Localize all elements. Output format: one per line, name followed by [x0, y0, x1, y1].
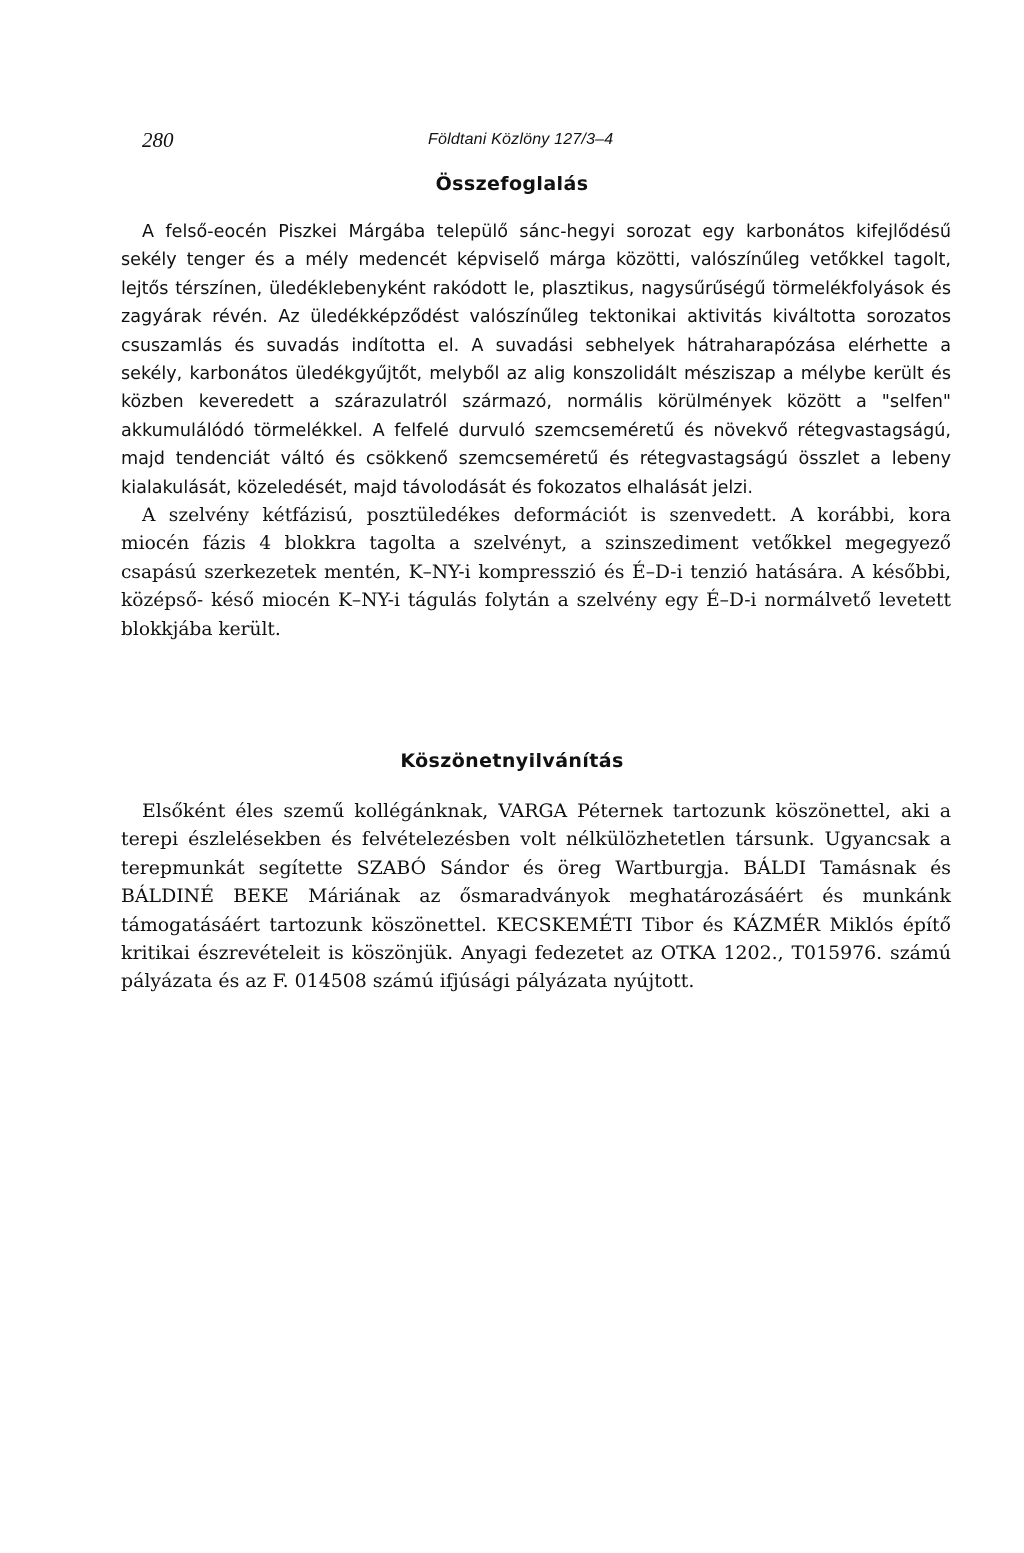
journal-title: Földtani Közlöny 127/3–4 — [428, 131, 614, 148]
page-header — [142, 128, 882, 158]
acknowledgements-paragraph: Elsőként éles szemű kollégánknak, VARGA Péternek tartozunk köszönettel, aki a terepi észlelésekben és felvételezésben volt nélkülözhetetlen társunk. Ugyancsak a terepmunkát segítette SZABÓ Sándor és öreg Wartburgja. BÁLDI Tamásnak és BÁLDINÉ BEKE Máriának az ősmaradványok meghatározásáért és munkánk támogatásáért tartozunk köszönettel. KECSKEMÉTI Tibor és KÁZMÉR Miklós építő kritikai észrevételeit is köszönjük. Anyagi fedezetet az OTKA 1202., T015976. számú pályázata és az F. 014508 számú ifjúsági pályázata nyújtott. — [121, 800, 951, 993]
page-number: 280 — [142, 128, 174, 152]
summary-paragraph: A szelvény kétfázisú, posztüledékes deformációt is szenvedett. A korábbi, kora miocén fázis 4 blokkra tagolta a szelvényt, a szinszediment vetőkkel megegyező csapású szerkezetek mentén, K–NY-i kompresszió és É–D-i tenzió hatására. A későbbi, középső- késő miocén K–NY-i tágulás folytán a szelvény egy É–D-i normálvető levetett blokkjába került. — [121, 505, 951, 640]
acknowledgements-section — [121, 797, 951, 996]
summary-paragraph: A felső-eocén Piszkei Márgába települő sánc-hegyi sorozat egy karbonátos kifejlődésű sekély tenger és a mély medencét képviselő márga közötti, valószínűleg vetőkkel tagolt, lejtős térszínen, üledéklebenyként rakódott le, plasztikus, nagysűrűségű törmelékfolyások és zagyárak révén. Az üledékképződést valószínűleg tektonikai aktivitás kiváltotta sorozatos csuszamlás és suvadás indította el. A suvadási sebhelyek hátraharapózása elérhette a sekély, karbonátos üledékgyűjtőt, melyből az alig konszolidált mésziszap a mélybe került és közben keveredett a szárazulatról származó, normális körülmények között a "selfen" akkumulálódó törmelékkel. A felfelé durvuló szemcseméretű és növekvő rétegvastagságú, majd tendenciát váltó és csökkenő szemcseméretű és rétegvastagságú összlet a lebeny kialakulását, közeledését, majd távolodását és fokozatos elhalását jelzi. — [121, 222, 951, 498]
acknowledgements-heading: Köszönetnyilvánítás — [400, 750, 624, 772]
summary-heading: Összefoglalás — [435, 173, 589, 195]
summary-section — [121, 218, 951, 644]
